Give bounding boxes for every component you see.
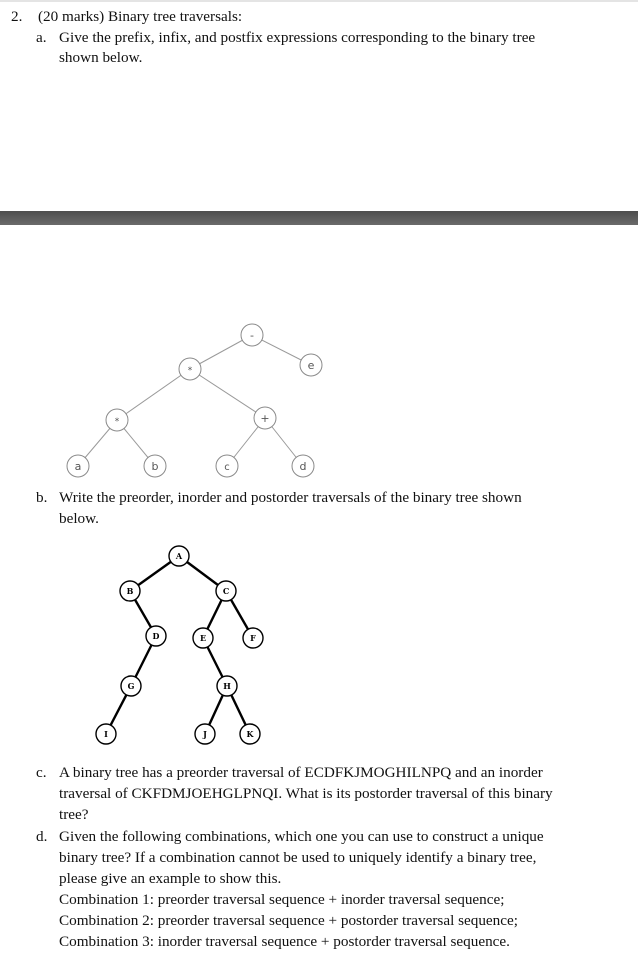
part-d-letter: d. [36, 828, 48, 845]
part-c-line-1: A binary tree has a preorder traversal of ECDFKJMOGHILNPQ and an inorder [59, 764, 543, 781]
part-b-line-1: Write the preorder, inorder and postorder traversals of the binary tree shown [59, 489, 522, 506]
node-e-label: e [307, 359, 315, 372]
node-D-label: D [152, 631, 160, 641]
node-B-label: B [126, 586, 134, 596]
node-K-label: K [246, 729, 254, 739]
node-d-label: d [299, 460, 307, 473]
part-a-line-1: Give the prefix, infix, and postfix expressions corresponding to the binary tree [59, 29, 536, 46]
node-H-label: H [223, 681, 231, 691]
node-c-label: c [224, 462, 230, 473]
part-d-line-2: binary tree? If a combination cannot be used to uniquely identify a binary tree, [59, 849, 537, 866]
node-I-label: I [104, 729, 108, 739]
edge-star-plus [190, 369, 265, 418]
node-C-label: C [222, 586, 230, 596]
node-a-label: a [74, 460, 82, 473]
question-number: 2. [11, 8, 23, 25]
edge-star-starleft [117, 369, 190, 420]
node-J-label: J [203, 729, 207, 739]
node-plus-label: + [260, 412, 270, 425]
node-E-label: E [199, 633, 207, 643]
node-A-label: A [175, 551, 183, 561]
part-a-letter: a. [36, 29, 47, 46]
part-d-line-1: Given the following combinations, which one you can use to construct a unique [59, 828, 544, 845]
node-F-label: F [250, 633, 256, 643]
node-minus-label: - [250, 329, 254, 342]
part-d-line-3: please give an example to show this. [59, 870, 282, 887]
part-d-combination-2: Combination 2: preorder traversal sequence + postorder traversal sequence; [59, 912, 518, 929]
part-d-combination-3: Combination 3: inorder traversal sequence + postorder traversal sequence. [59, 933, 510, 950]
part-a-line-2: shown below. [59, 49, 143, 66]
question-title: (20 marks) Binary tree traversals: [38, 8, 243, 25]
part-d-combination-1: Combination 1: preorder traversal sequence + inorder traversal sequence; [59, 891, 505, 908]
part-c-line-3: tree? [59, 806, 89, 823]
node-star-mid-label: * [187, 366, 193, 376]
part-c-line-2: traversal of CKFDMJOEHGLPNQI. What is its postorder traversal of this binary [59, 785, 553, 802]
part-c-letter: c. [36, 764, 47, 781]
node-b-label: b [151, 460, 159, 473]
expression-tree-edges [78, 335, 311, 466]
node-star-left-label: * [114, 417, 120, 427]
node-G-label: G [127, 681, 135, 691]
part-b-letter: b. [36, 489, 48, 506]
part-b-line-2: below. [59, 510, 99, 527]
